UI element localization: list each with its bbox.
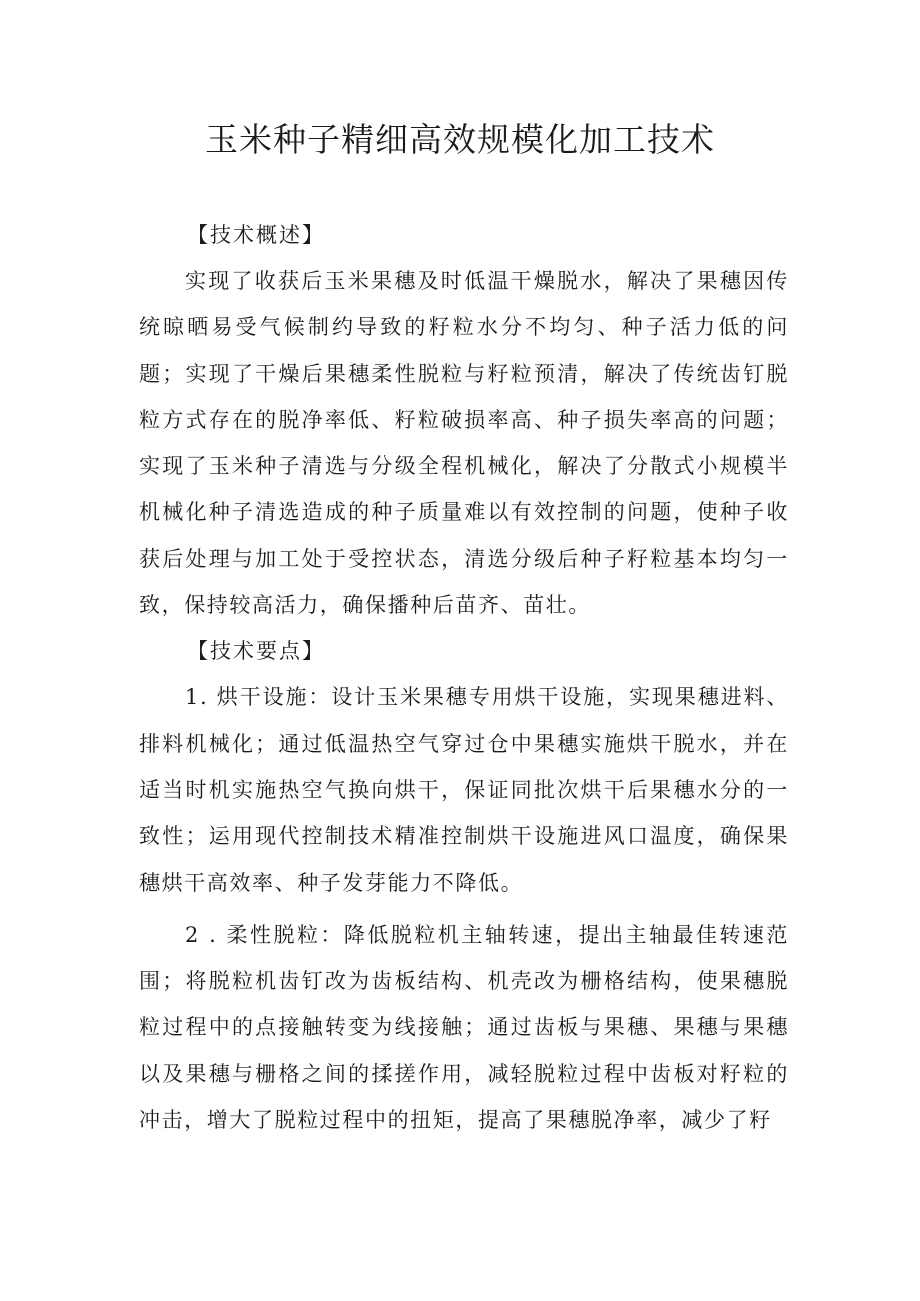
overview-paragraph: 实现了收获后玉米果穗及时低温干燥脱水，解决了果穗因传统晾晒易受气候制约导致的籽粒水分不均匀、种子活力低的问题；实现了干燥后果穗柔性脱粒与籽粒预清，解决了传统齿钉脱粒方式存在的脱净率低、籽粒破损率高、种子损失率高的问题；实现了玉米种子清选与分级全程机械化，解决了分散式小规模半机械化种子清选造成的种子质量难以有效控制的问题，使种子收获后处理与加工处于受控状态，清选分级后种子籽粒基本均匀一致，保持较高活力，确保播种后苗齐、苗壮。 bbox=[139, 269, 789, 618]
key-point-drying-paragraph: 1. 烘干设施：设计玉米果穗专用烘干设施，实现果穗进料、排料机械化；通过低温热空气穿过仓中果穗实施烘干脱水，并在适当时机实施热空气换向烘干，保证同批次烘干后果穗水分的一致性；运用现代控制技术精准控制烘干设施进风口温度，确保果穗烘干高效率、种子发芽能力不降低。 bbox=[139, 685, 789, 895]
section-heading-key-points: 【技术要点】 bbox=[187, 639, 325, 664]
document-title: 玉米种子精细高效规模化加工技术 bbox=[205, 120, 715, 159]
section-heading-overview: 【技术概述】 bbox=[187, 223, 325, 247]
document-body bbox=[139, 212, 789, 1143]
key-point-threshing-paragraph: 2 . 柔性脱粒：降低脱粒机主轴转速，提出主轴最佳转速范围；将脱粒机齿钉改为齿板结构、机壳改为栅格结构，使果穗脱粒过程中的点接触转变为线接触；通过齿板与果穗、果穗与果穗以及果穗与栅格之间的揉搓作用，减轻脱粒过程中齿板对籽粒的冲击，增大了脱粒过程中的扭矩，提高了果穗脱净率，减少了籽 bbox=[139, 922, 789, 1133]
